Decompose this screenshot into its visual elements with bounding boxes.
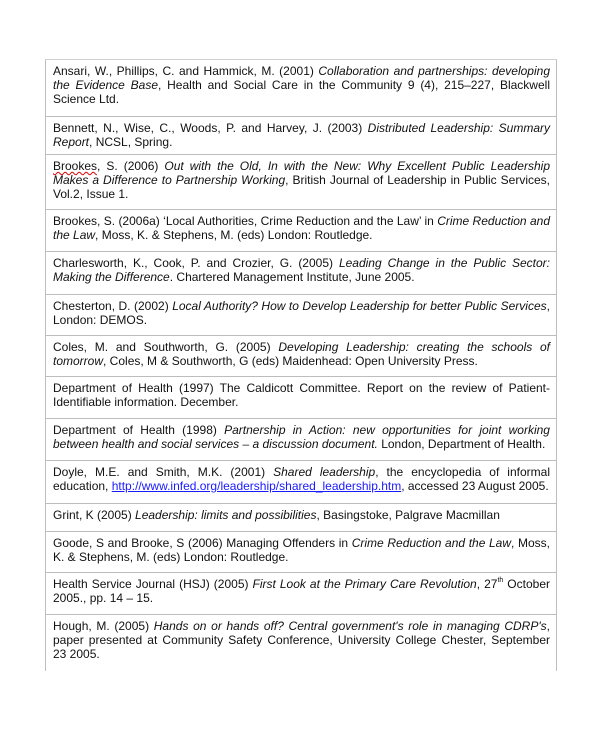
reference-text: , London: DEMOS. — [53, 299, 550, 327]
reference-title: Leadership: limits and possibilities — [135, 508, 317, 522]
reference-row — [46, 532, 556, 573]
reference-row — [46, 336, 556, 377]
reference-row — [46, 573, 556, 615]
reference-title: Out with the Old, In with the New: Why Excellent Public Leadership Makes a Difference to Partnership Working — [53, 159, 550, 187]
reference-text: Chesterton, D. (2002) — [53, 299, 173, 313]
reference-title: Leading Change in the Public Sector: Making the Difference — [53, 256, 551, 284]
reference-title: First Look at the Primary Care Revolution — [252, 577, 477, 591]
reference-text: , Moss, K. & Stephens, M. (eds) London: Routledge. — [53, 536, 551, 564]
reference-text: , accessed 23 August 2005. — [401, 479, 549, 493]
reference-title: Crime Reduction and the Law — [351, 536, 512, 550]
reference-text: , 27 — [476, 577, 498, 591]
reference-text: London, Department of Health. — [377, 437, 546, 451]
reference-title: Collaboration and partnerships: developing the Evidence Base — [53, 64, 550, 92]
reference-row — [46, 210, 556, 252]
reference-row — [46, 155, 556, 210]
reference-row — [46, 461, 556, 504]
reference-text: Grint, K (2005) — [53, 508, 136, 522]
reference-text: . Chartered Management Institute, June 2005. — [169, 270, 415, 284]
reference-title: Developing Leadership: creating the schools of tomorrow — [53, 340, 551, 368]
reference-row — [46, 60, 556, 117]
reference-text: Ansari, W., Phillips, C. and Hammick, M. (2001) — [53, 64, 319, 78]
reference-text: Health Service Journal (HSJ) (2005) — [53, 577, 253, 591]
reference-text: Doyle, M.E. and Smith, M.K. (2001) — [53, 465, 274, 479]
reference-row — [46, 117, 556, 155]
reference-text: , Coles, M & Southworth, G (eds) Maidenhead: Open University Press. — [103, 354, 478, 368]
reference-title: Shared leadership — [273, 465, 376, 479]
reference-text: October 2005., pp. 14 – 15. — [53, 577, 550, 605]
reference-text: Goode, S and Brooke, S (2006) Managing Offenders in — [53, 536, 352, 550]
reference-row — [46, 252, 556, 295]
reference-title: Partnership in Action: new opportunities for joint working between health and social services – a discussion document. — [53, 423, 550, 451]
reference-text: , Moss, K. & Stephens, M. (eds) London: Routledge. — [95, 228, 373, 242]
reference-title: Crime Reduction and the Law — [53, 214, 550, 242]
reference-text: Department of Health (1997) The Caldicott Committee. Report on the review of Patient-Identifiable information. December. — [53, 381, 550, 409]
reference-text: th — [497, 577, 504, 584]
reference-text: Charlesworth, K., Cook, P. and Crozier, G. (2005) — [53, 256, 339, 270]
reference-text: Hough, M. (2005) — [53, 619, 154, 633]
reference-text: , Basingstoke, Palgrave Macmillan — [316, 508, 500, 522]
reference-text: Coles, M. and Southworth, G. (2005) — [53, 340, 279, 354]
reference-text: , S. (2006) — [97, 159, 165, 173]
reference-title: Distributed Leadership: Summary Report — [53, 121, 550, 149]
reference-row — [46, 377, 556, 419]
reference-row — [46, 295, 556, 336]
reference-text: , the encyclopedia of informal education, — [53, 465, 550, 493]
reference-title: Hands on or hands off? Central government's role in managing CDRP's — [153, 619, 547, 633]
reference-text: Brookes, S. (2006a) ‘Local Authorities, Crime Reduction and the Law’ in — [53, 214, 438, 228]
reference-row — [46, 419, 556, 461]
reference-text: , British Journal of Leadership in Public Services, Vol.2, Issue 1. — [53, 173, 550, 201]
reference-text: Bennett, N., Wise, C., Woods, P. and Harvey, J. (2003) — [53, 121, 368, 135]
references-table — [45, 60, 557, 671]
reference-row — [46, 615, 556, 671]
reference-text: , NCSL, Spring. — [89, 135, 173, 149]
reference-text: , Health and Social Care in the Community 9 (4), 215–227, Blackwell Science Ltd. — [53, 78, 550, 106]
reference-text: Department of Health (1998) — [53, 423, 225, 437]
reference-row — [46, 504, 556, 532]
reference-text: Brookes — [53, 159, 98, 173]
reference-link[interactable]: http://www.infed.org/leadership/shared_leadership.htm — [111, 479, 402, 493]
reference-text: , paper presented at Community Safety Conference, University College Chester, September 23 2005. — [53, 619, 550, 661]
reference-title: Local Authority? How to Develop Leadership for better Public Services — [172, 299, 547, 313]
